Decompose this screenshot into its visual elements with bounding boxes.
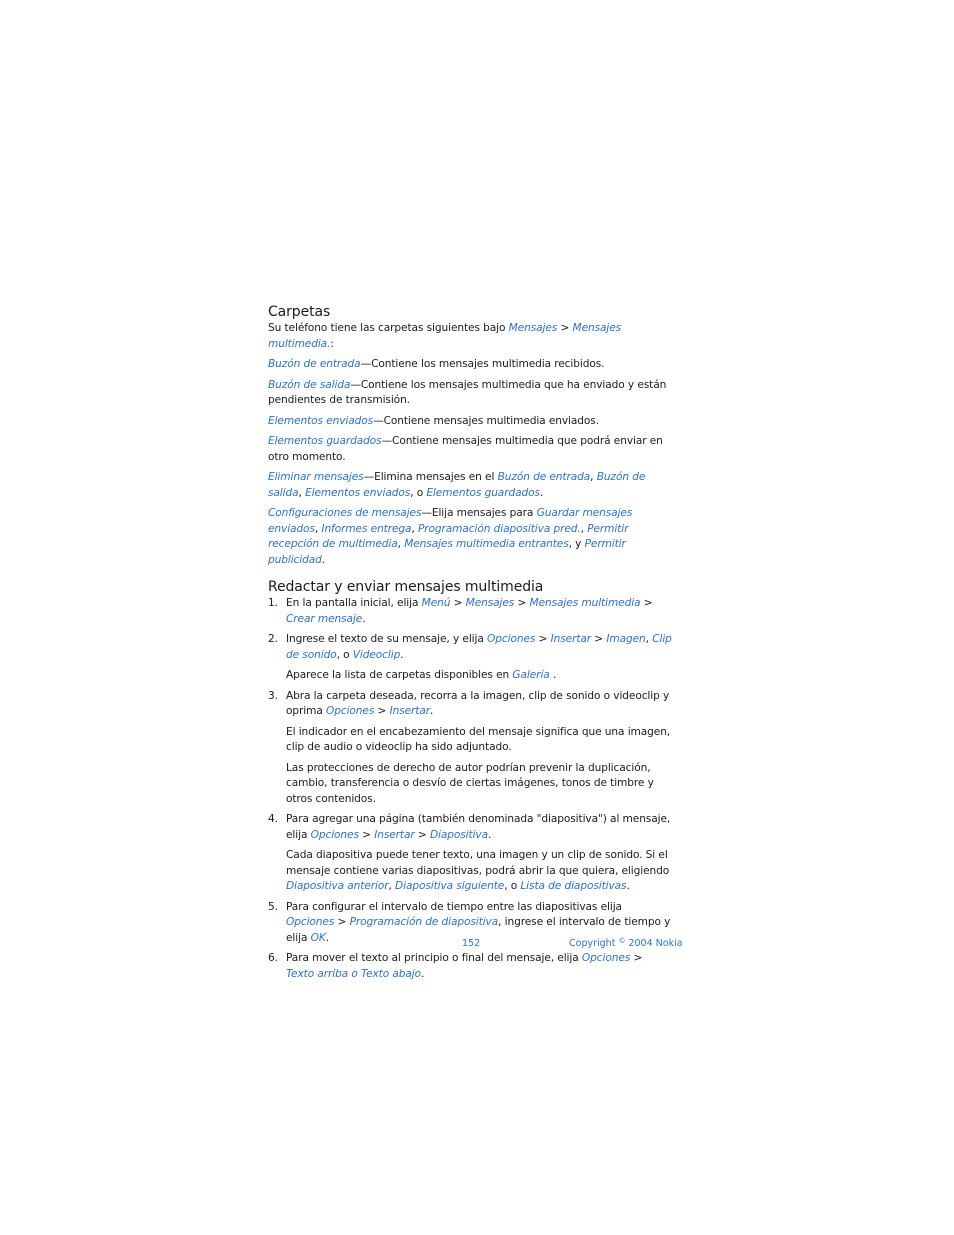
link-guardar-mensajes[interactable]: Guardar mensajes enviados xyxy=(268,507,633,535)
link-mensajes-multimedia[interactable]: Mensajes multimedia. xyxy=(268,322,622,350)
section-heading-redactar: Redactar y enviar mensajes multimedia xyxy=(268,579,544,595)
link-programacion-diapositiva[interactable]: Programación de diapositiva xyxy=(349,916,499,928)
carpetas-intro: Su teléfono tiene las carpetas siguientes bajo Mensajes > Mensajes multimedia.: xyxy=(268,322,622,350)
link-programacion-pred[interactable]: Programación diapositiva pred. xyxy=(417,522,581,535)
list-item: 6. Para mover el texto al principio o final del mensaje, elija Opciones > Texto arriba o Texto abajo. xyxy=(268,952,643,980)
list-item: 2. Ingrese el texto de su mensaje, y elija Opciones > Insertar > Imagen, Clip de sonido, o Videoclip. Aparece la lista de carpetas disponibles en Galería . xyxy=(268,632,672,684)
link-buzon-entrada[interactable]: Buzón de entrada xyxy=(268,358,361,370)
link-diapositiva-anterior[interactable]: Diapositiva anterior xyxy=(286,880,389,892)
link-opciones-4[interactable]: Opciones xyxy=(286,916,335,928)
link-mensajes-entrantes[interactable]: Mensajes multimedia entrantes xyxy=(404,538,569,550)
list-item: 3. Abra la carpeta deseada, recorra a la imagen, clip de sonido o videoclip y oprima Opciones > Insertar. El indicador en el encabezamiento del mensaje significa que una imagen, clip de audio o videoclip ha sido adjuntado. Las protecciones de derecho de autor podrían prevenir la duplicación, cambio, transferencia o desvío de ciertas imágenes, tonos de timbre y otros contenidos. xyxy=(268,689,672,808)
link-insertar-3[interactable]: Insertar xyxy=(374,828,415,841)
link-mensajes-2[interactable]: Mensajes xyxy=(465,597,515,609)
folder-configuraciones: Configuraciones de mensajes—Elija mensajes para Guardar mensajes enviados, Informes entrega, Programación diapositiva pred., Permitir recepción de multimedia, Mensajes multimedia entrantes, y Permitir publicidad. xyxy=(268,507,633,566)
link-eliminar-mensajes[interactable]: Eliminar mensajes xyxy=(268,471,364,483)
folder-elementos-guardados: Elementos guardados—Contiene mensajes multimedia que podrá enviar en otro momento. xyxy=(268,435,663,463)
link-insertar-2[interactable]: Insertar xyxy=(389,705,430,717)
link-elementos-guardados-2[interactable]: Elementos guardados xyxy=(426,486,540,499)
link-permitir-recepcion[interactable]: Permitir recepción de multimedia xyxy=(268,522,629,550)
link-diapositiva-siguiente[interactable]: Diapositiva siguiente xyxy=(395,880,505,892)
link-ok[interactable]: OK xyxy=(310,931,326,944)
link-texto-arriba-abajo[interactable]: Texto arriba o Texto abajo xyxy=(286,967,422,980)
link-buzon-salida[interactable]: Buzón de salida xyxy=(268,378,351,391)
link-buzon-salida-2[interactable]: Buzón de salida xyxy=(268,471,646,499)
link-configuraciones[interactable]: Configuraciones de mensajes xyxy=(268,507,422,519)
link-lista-diapositivas[interactable]: Lista de diapositivas xyxy=(520,880,627,892)
link-informes-entrega[interactable]: Informes entrega xyxy=(321,522,412,535)
link-insertar[interactable]: Insertar xyxy=(550,633,592,645)
link-clip-sonido[interactable]: Clip de sonido xyxy=(286,633,672,661)
page-content xyxy=(268,303,672,987)
link-elementos-enviados-2[interactable]: Elementos enviados xyxy=(305,486,411,499)
link-imagen[interactable]: Imagen xyxy=(606,633,646,645)
step-note: Cada diapositiva puede tener texto, una imagen y un clip de sonido. Si el mensaje contiene varias diapositivas, podrá abrir la que quiera, eligiendo Diapositiva anterior, Diapositiva siguiente, o Lista de diapositivas. xyxy=(286,849,670,892)
list-item: 5. Para configurar el intervalo de tiempo entre las diapositivas elija Opciones > Programación de diapositiva, ingrese el intervalo de tiempo y elija OK. xyxy=(268,900,671,944)
link-mensajes-multimedia-2[interactable]: Mensajes multimedia xyxy=(529,597,641,609)
page-number: 152 xyxy=(462,938,481,949)
list-item: 1. En la pantalla inicial, elija Menú > Mensajes > Mensajes multimedia > Crear mensaje. xyxy=(268,597,653,625)
step-note: Las protecciones de derecho de autor podrían prevenir la duplicación, cambio, transferencia o desvío de ciertas imágenes, tonos de timbre y otros contenidos. xyxy=(286,761,654,805)
folder-buzon-salida: Buzón de salida—Contiene los mensajes multimedia que ha enviado y están pendientes de transmisión. xyxy=(268,378,667,406)
copyright-notice: Copyright © 2004 Nokia xyxy=(569,937,683,949)
link-diapositiva[interactable]: Diapositiva xyxy=(429,828,488,841)
link-opciones[interactable]: Opciones xyxy=(487,633,536,645)
link-menu[interactable]: Menú xyxy=(421,597,451,609)
link-opciones-5[interactable]: Opciones xyxy=(581,952,631,964)
link-buzon-entrada-2[interactable]: Buzón de entrada xyxy=(497,471,591,483)
link-opciones-3[interactable]: Opciones xyxy=(310,828,359,841)
link-elementos-enviados[interactable]: Elementos enviados xyxy=(268,414,374,427)
link-elementos-guardados[interactable]: Elementos guardados xyxy=(268,435,382,447)
step-note: Aparece la lista de carpetas disponibles en Galería . xyxy=(286,669,557,681)
link-crear-mensaje[interactable]: Crear mensaje xyxy=(286,612,363,625)
folder-elementos-enviados: Elementos enviados—Contiene mensajes multimedia enviados. xyxy=(268,414,599,427)
folder-buzon-entrada: Buzón de entrada—Contiene los mensajes multimedia recibidos. xyxy=(268,358,605,370)
section-heading-carpetas: Carpetas xyxy=(268,304,331,320)
step-note: El indicador en el encabezamiento del mensaje significa que una imagen, clip de audio o videoclip ha sido adjuntado. xyxy=(286,725,671,753)
steps-list xyxy=(268,596,672,982)
list-item: 4. Para agregar una página (también denominada "diapositiva") al mensaje, elija Opciones > Insertar > Diapositiva. Cada diapositiva puede tener texto, una imagen y un clip de sonido. Si el mensaje contiene varias diapositivas, podrá abrir la que quiera, eligiendo Diapositiva anterior, Diapositiva siguiente, o Lista de diapositivas. xyxy=(268,812,672,895)
link-galeria[interactable]: Galería xyxy=(512,669,550,681)
link-mensajes[interactable]: Mensajes xyxy=(508,322,558,334)
link-videoclip[interactable]: Videoclip xyxy=(352,648,401,661)
folder-eliminar-mensajes: Eliminar mensajes—Elimina mensajes en el Buzón de entrada, Buzón de salida, Elementos enviados, o Elementos guardados. xyxy=(268,471,646,499)
link-permitir-publicidad[interactable]: Permitir publicidad xyxy=(268,538,626,566)
link-opciones-2[interactable]: Opciones xyxy=(325,705,375,717)
